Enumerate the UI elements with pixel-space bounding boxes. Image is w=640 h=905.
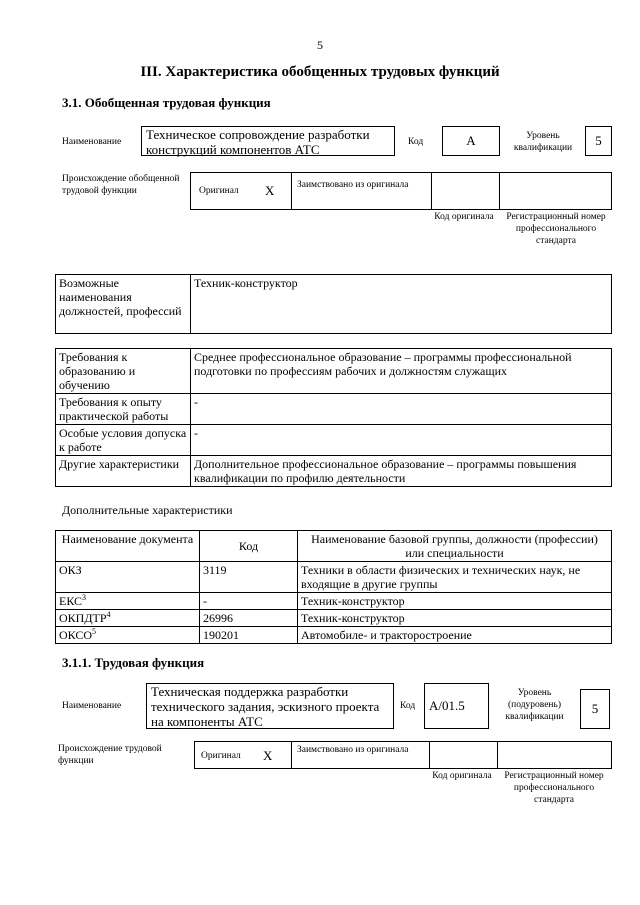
doc-cell: ОКПДТР$^4$ bbox=[56, 610, 200, 627]
divider bbox=[497, 742, 498, 768]
code-cell: - bbox=[200, 593, 298, 610]
tf-level-value: 5 bbox=[580, 689, 610, 729]
doc-cell: ОКЗ bbox=[56, 562, 200, 593]
tf-original-label: Оригинал bbox=[201, 751, 241, 761]
divider bbox=[291, 173, 292, 209]
table-row bbox=[56, 425, 612, 456]
tf-reg-number-caption: Регистрационный номер профессионального стандарта bbox=[504, 771, 604, 805]
col-header-code: Код bbox=[200, 531, 298, 562]
gtf-original-mark: X bbox=[265, 183, 275, 198]
tf-code-value: A/01.5 bbox=[424, 683, 489, 729]
tf-orig-code-caption: Код оригинала bbox=[432, 771, 492, 781]
req-label: Особые условия допуска к работе bbox=[56, 425, 191, 456]
divider bbox=[431, 173, 432, 209]
code-cell: 190201 bbox=[200, 627, 298, 644]
gtf-heading: 3.1. Обобщенная трудовая функция bbox=[62, 95, 271, 110]
col-header-name: Наименование базовой группы, должности (профессии) или специальности bbox=[298, 531, 612, 562]
tf-origin-label: Происхождение трудовой функции bbox=[58, 744, 162, 766]
tf-code-label: Код bbox=[400, 701, 416, 711]
requirements-table bbox=[55, 348, 612, 487]
gtf-name-value: Техническое сопровождение разработки конструкций компонентов АТС bbox=[141, 126, 395, 156]
page-number: 5 bbox=[317, 38, 323, 52]
table-row bbox=[56, 562, 612, 593]
doc-cell: ЕКС$^3$ bbox=[56, 593, 200, 610]
table-row bbox=[56, 627, 612, 644]
gtf-origin-box bbox=[190, 172, 612, 210]
table-row bbox=[56, 394, 612, 425]
additional-title: Дополнительные характеристики bbox=[62, 503, 233, 517]
gtf-orig-code-caption: Код оригинала bbox=[434, 212, 494, 222]
gtf-code-label: Код bbox=[408, 137, 424, 147]
tf-level-label: Уровень (подуровень) квалификации bbox=[505, 688, 564, 722]
doc-cell: ОКСО$^5$ bbox=[56, 627, 200, 644]
positions-label: Возможные наименования должностей, профессий bbox=[56, 275, 191, 334]
table-row bbox=[56, 593, 612, 610]
divider bbox=[499, 173, 500, 209]
req-label: Требования к опыту практической работы bbox=[56, 394, 191, 425]
positions-value: Техник-конструктор bbox=[191, 275, 612, 334]
gtf-borrowed-label: Заимствовано из оригинала bbox=[297, 180, 409, 190]
req-value: Дополнительное профессиональное образование – программы повышения квалификации по профилю деятельности bbox=[191, 456, 612, 487]
req-value: - bbox=[191, 425, 612, 456]
gtf-level-label: Уровень квалификации bbox=[513, 131, 573, 153]
gtf-original-label: Оригинал bbox=[199, 186, 239, 196]
positions-table bbox=[55, 274, 612, 334]
additional-table bbox=[55, 530, 612, 644]
table-row bbox=[56, 349, 612, 394]
name-cell: Автомобиле- и тракторостроение bbox=[298, 627, 612, 644]
tf-heading: 3.1.1. Трудовая функция bbox=[62, 655, 205, 670]
req-value: - bbox=[191, 394, 612, 425]
gtf-level-value: 5 bbox=[585, 126, 612, 156]
tf-name-label: Наименование bbox=[62, 701, 122, 711]
tf-borrowed-label: Заимствовано из оригинала bbox=[297, 745, 409, 755]
code-cell: 26996 bbox=[200, 610, 298, 627]
section-title: III. Характеристика обобщенных трудовых функций bbox=[140, 64, 500, 80]
gtf-code-value: A bbox=[442, 126, 500, 156]
gtf-name-label: Наименование bbox=[62, 137, 122, 147]
name-cell: Техник-конструктор bbox=[298, 610, 612, 627]
code-cell: 3119 bbox=[200, 562, 298, 593]
table-header-row bbox=[56, 531, 612, 562]
name-cell: Техник-конструктор bbox=[298, 593, 612, 610]
divider bbox=[291, 742, 292, 768]
req-label: Требования к образованию и обучению bbox=[56, 349, 191, 394]
req-value: Среднее профессиональное образование – программы профессиональной подготовки по профессиям рабочих и должностям служащих bbox=[191, 349, 612, 394]
tf-original-mark: X bbox=[263, 748, 273, 763]
table-row bbox=[56, 610, 612, 627]
name-cell: Техники в области физических и технических наук, не входящие в другие группы bbox=[298, 562, 612, 593]
table-row bbox=[56, 456, 612, 487]
tf-name-value: Техническая поддержка разработки технического задания, эскизного проекта на компоненты АТС bbox=[146, 683, 394, 729]
divider bbox=[429, 742, 430, 768]
req-label: Другие характеристики bbox=[56, 456, 191, 487]
tf-origin-box bbox=[194, 741, 612, 769]
col-header-doc: Наименование документа bbox=[56, 531, 200, 562]
gtf-reg-number-caption: Регистрационный номер профессионального стандарта bbox=[506, 212, 606, 246]
gtf-origin-label: Происхождение обобщенной трудовой функции bbox=[62, 174, 180, 196]
